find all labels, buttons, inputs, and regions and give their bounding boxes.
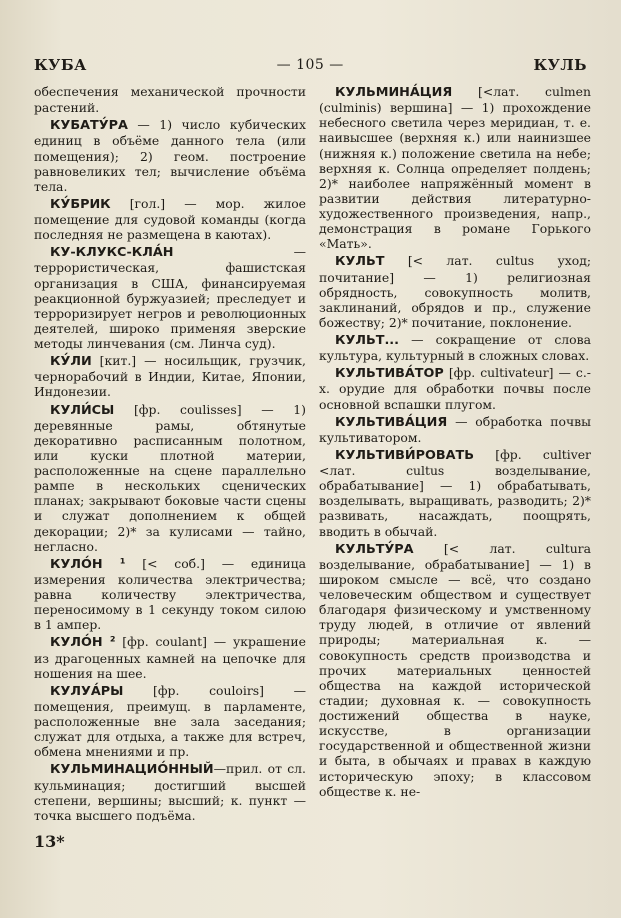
dictionary-entry [34, 761, 306, 823]
dictionary-entry [319, 414, 591, 445]
entry-definition: [фр. coulisses] — 1) деревянные рамы, обтянутые декоративно расписанным полотном, или куски плотной материи, расположенные на сцене параллельно рампе в нескольких сценических планах; закрывают боковые части сцены и служат дополнением к общей декорации; 2)* за кулисами — тайно, негласно. [34, 401, 306, 554]
entry-definition: [< лат. cultus уход; почитание] — 1) религиозная обрядность, совокупность молитв, заклинаний, обрядов и пр., служение божеству; 2)* почитание, поклонение. [319, 253, 591, 330]
entry-definition: [гол.] — мор. жилое помещение для судовой команды (когда последняя не размещена в каютах). [34, 195, 306, 243]
entry-definition: [фр. couloirs] — помещения, преимущ. в парламенте, расположенные вне зала заседания; служат для отдыха, а также для встреч, обмена мнениями и пр. [34, 682, 306, 760]
dictionary-entry [34, 402, 306, 554]
entry-definition: —прил. от сл. кульминация; достигший высшей степени, вершины; высший; к. пункт — точка высшего подъёма. [34, 761, 306, 823]
entry-definition: обеспечения механической прочности растений. [34, 84, 306, 116]
dictionary-entry [319, 332, 591, 363]
entry-definition: [< соб.] — единица измерения количества электричества; равна количеству электричества, переносимому в 1 секунду током силою в 1 ампер. [34, 555, 306, 633]
entry-headword: КУЛЬТИВА́ЦИЯ [335, 414, 448, 430]
printer-signature: 13* [34, 832, 65, 851]
dictionary-entry [319, 447, 591, 539]
entry-headword: КУЛО́Н ² [50, 635, 116, 651]
entry-definition: [фр. cultiver <лат. cultus возделывание, обрабатывание] — 1) обрабатывать, возделывать, выращивать, разводить; 2)* развивать, насаждать, поощрять, вводить в обычай. [319, 446, 591, 539]
dictionary-entry [34, 117, 306, 194]
dictionary-entry [34, 683, 306, 760]
entry-definition: — обработка почвы культиватором. [319, 413, 591, 445]
entry-definition: [кит.] — носильщик, грузчик, чернорабочий в Индии, Китае, Японии, Индонезии. [34, 353, 306, 400]
dictionary-entry [319, 253, 591, 330]
entry-definition: [< лат. cultura возделывание, обрабатывание] — 1) в широком смысле — всё, что создано человеческим обществом и существует благодаря физическому и умственному труду людей, в отличие от явлений природы; материальная к. — совокупность средств производства и прочих материальных ценностей общества на каждой исторической стадии; духовная к. — совокупность достижений общества в науке, искусстве, в организации государственной и общественной жизни и быта, в обычаях и правах в каждую историческую эпоху; в классовом обществе к. не- [319, 540, 591, 799]
entry-headword: КУ-КЛУКС-КЛА́Н [50, 245, 174, 261]
dictionary-entry [319, 541, 591, 799]
header-right-word: КУЛЬ [533, 56, 587, 74]
entry-definition: — 1) число кубических единиц в объёме данного тела (или помещения); 2) геом. построение равновеликих тел; вычисление объёма тела. [34, 117, 306, 194]
entry-headword: КУ́БРИК [50, 196, 111, 212]
entry-definition: — сокращение от слова культура, культурный в сложных словах. [319, 332, 591, 364]
entry-headword: КУ́ЛИ [50, 354, 92, 370]
entry-definition: [<лат. culmen (culminis) вершина] — 1) прохождение небесного светила через меридиан, т. е. наивысшее (верхняя к.) или наинизшее (нижняя к.) положение светила на небе; верхняя к. Солнца определяет полдень; 2)* наиболее напряжённый момент в развитии действия литературно-художественного произведения, напр., демонстрация в романе Горького «Мать». [319, 84, 591, 252]
dictionary-entry [34, 196, 306, 242]
entry-headword: КУБАТУ́РА [50, 118, 128, 134]
running-header [34, 54, 587, 76]
entry-headword: КУЛЬМИНАЦИО́ННЫЙ [50, 762, 214, 778]
dictionary-entry [34, 244, 306, 351]
dictionary-entry [319, 84, 591, 251]
left-column [34, 84, 306, 825]
dictionary-entry [34, 353, 306, 399]
entry-headword: КУЛИ́СЫ [50, 402, 115, 418]
header-left-word: КУБА [34, 56, 87, 74]
entry-headword: КУЛЬТ [335, 254, 385, 270]
entry-definition: [фр. cultivateur] — с.-х. орудие для обработки почвы после основной вспашки плугом. [319, 365, 591, 412]
entry-headword: КУЛУА́РЫ [50, 683, 124, 699]
dictionary-entry [319, 365, 591, 411]
entry-headword: КУЛЬТИВА́ТОР [335, 366, 444, 382]
entry-headword: КУЛО́Н ¹ [50, 556, 126, 572]
right-column [319, 84, 591, 801]
entry-definition: — террористическая, фашистская организация в США, финансируемая реакционной буржуазией; преследует и терроризирует негров и революционных деятелей, широко применяя зверские методы линчевания (см. Линча суд). [34, 244, 306, 351]
entry-headword: КУЛЬТИВИ́РОВАТЬ [335, 447, 475, 463]
dictionary-entry [34, 556, 306, 633]
entry-headword: КУЛЬМИНА́ЦИЯ [335, 85, 453, 100]
entry-headword: КУЛЬТ... [335, 333, 400, 348]
entry-definition: [фр. coulant] — украшение из драгоценных камней на цепочке для ношения на шее. [34, 634, 306, 681]
dictionary-entry [34, 634, 306, 680]
page-number: — 105 — [276, 57, 344, 73]
dictionary-entry [34, 84, 306, 115]
entry-headword: КУЛЬТУ́РА [335, 541, 414, 557]
